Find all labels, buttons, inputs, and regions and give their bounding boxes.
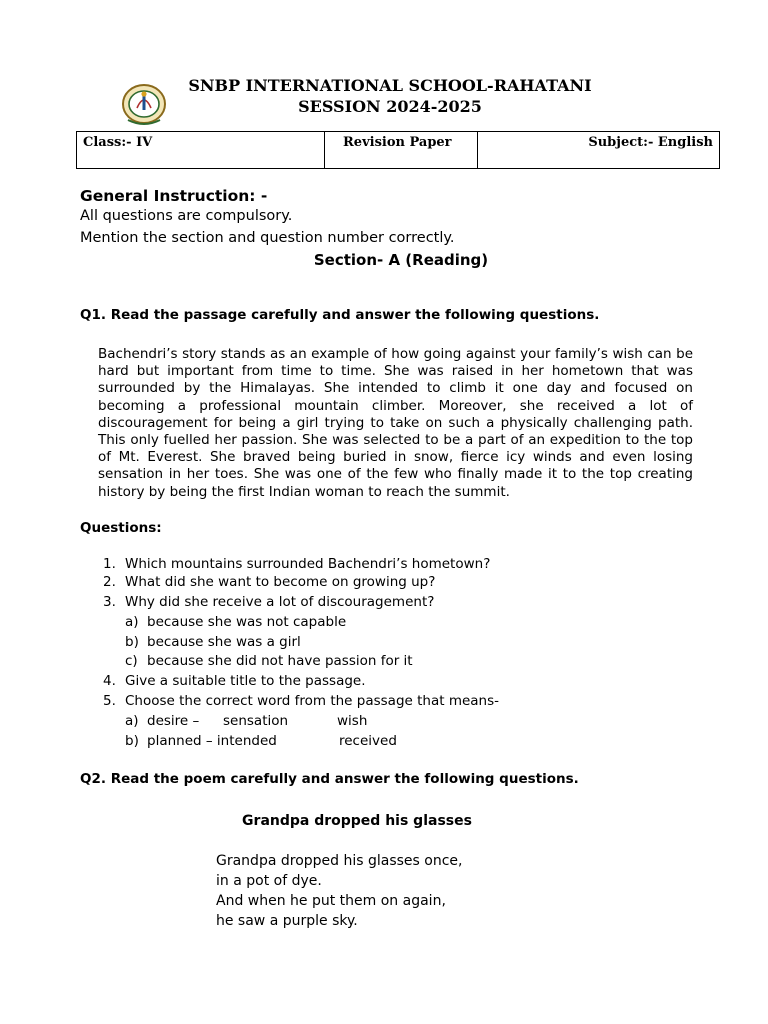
poem-line: in a pot of dye. [216,873,322,889]
questions-label: Questions: [80,520,162,536]
section-title: Section- A (Reading) [313,251,489,269]
question-option: b) planned – intended received [125,733,397,749]
subject-cell: Subject:- English [478,132,720,169]
poem-title: Grandpa dropped his glasses [242,813,472,829]
session-title: SESSION 2024-2025 [298,97,482,116]
poem-line: Grandpa dropped his glasses once, [216,853,463,869]
instruction-line: All questions are compulsory. [80,208,293,224]
q2-heading: Q2. Read the poem carefully and answer the following questions. [80,771,579,787]
question-item: 1. Which mountains surrounded Bachendri’s hometown? [103,556,491,572]
question-item: 3. Why did she receive a lot of discouragement? [103,594,435,610]
q1-passage: Bachendri’s story stands as an example of how going against your family’s wish can be hard but important from time to time. She was raised in her hometown that was surrounded by the Himalayas. She intended to climb it one day and focused on becoming a professional mountain climber. Moreover, she received a lot of discouragement for being a girl trying to take on such a physically challenging path. This only fuelled her passion. She was selected to be a part of an expedition to the top of Mt. Everest. She braved being buried in snow, fierce icy winds and even losing sensation in her toes. She was one of the few who finally made it to the top creating history by being the first Indian woman to reach the summit. [98,346,693,500]
q1-heading: Q1. Read the passage carefully and answer the following questions. [80,307,600,323]
poem-line: he saw a purple sky. [216,913,358,929]
question-item: 4. Give a suitable title to the passage. [103,673,366,689]
instruction-line: Mention the section and question number correctly. [80,230,455,246]
instructions-title: General Instruction: - [80,187,268,205]
question-option: c) because she did not have passion for it [125,653,413,669]
question-option: a) because she was not capable [125,614,347,630]
question-option: b) because she was a girl [125,634,301,650]
school-name: SNBP INTERNATIONAL SCHOOL-RAHATANI [188,76,592,95]
q1-question-list [103,0,703,1024]
question-item: 5. Choose the correct word from the passage that means- [103,693,500,709]
paper-cell: Revision Paper [325,132,478,169]
class-cell: Class:- IV [77,132,325,169]
question-option: a) desire – sensation wish [125,713,368,729]
poem-line: And when he put them on again, [216,893,446,909]
question-item: 2. What did she want to become on growing up? [103,574,436,590]
